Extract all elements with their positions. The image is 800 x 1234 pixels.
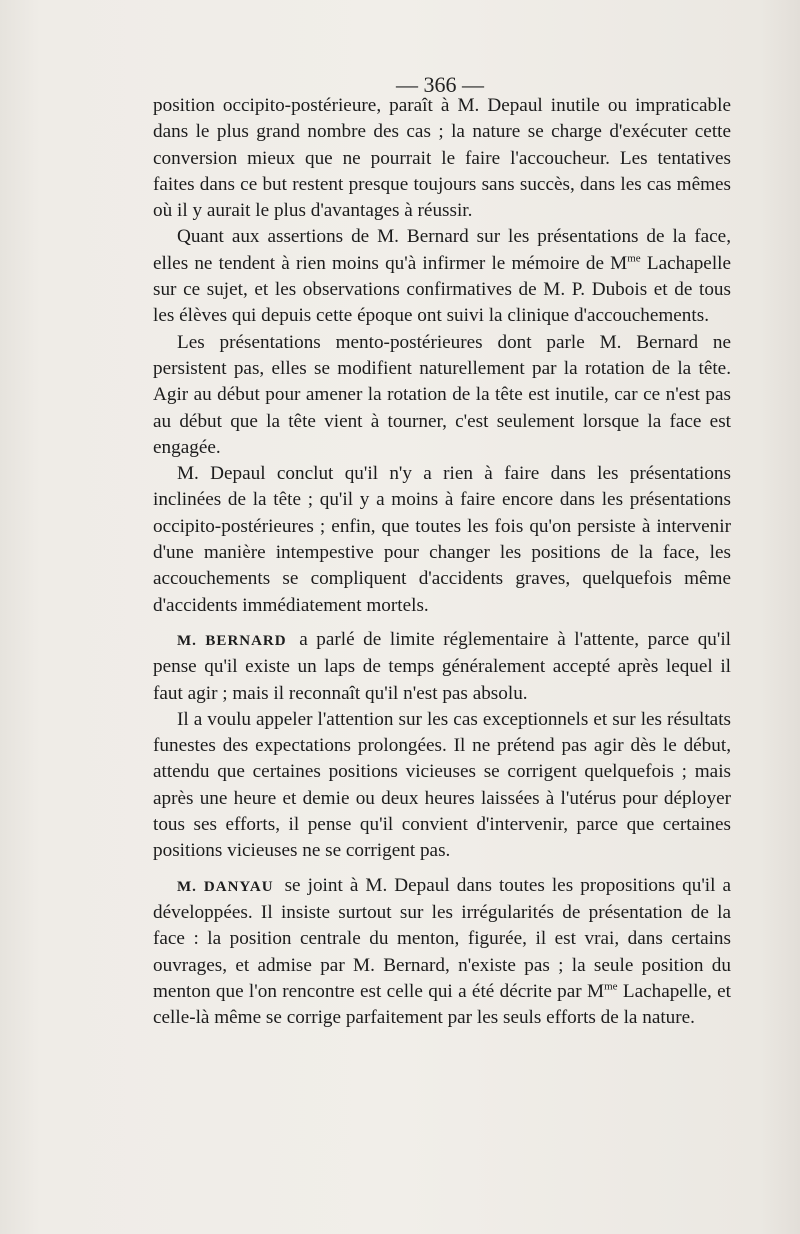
paragraph-7: [153, 873, 731, 1032]
paragraph-4: [153, 461, 731, 619]
paragraph-text: position occipito-postérieure, paraît à M. Depaul inutile ou impraticable dans le plus grand nombre des cas ; la nature se charge d'exécuter cette conversion mieux que ne pourrait le faire l'accoucheur. Les tentatives faites dans ce but restent presque toujours sans succès, dans les cas mêmes où il y aurait le plus d'avantages à réussir.: [153, 95, 731, 222]
paragraph-2: [153, 224, 731, 329]
paragraph-5: [153, 627, 731, 707]
paragraph-3: [153, 330, 731, 461]
paragraph-text: Les présentations mento-postérieures dont parle M. Bernard ne persistent pas, elles se modifient naturellement par la rotation de la tête. Agir au début pour amener la rotation de la tête est inutile, car ce n'est pas au début que la tête vient à tourner, c'est seulement lorsque la face est engagée.: [153, 331, 731, 458]
superscript: me: [627, 252, 641, 265]
speaker-name: M. DANYAU: [177, 878, 274, 895]
paragraph-text: a parlé de limite réglementaire à l'attente, parce qu'il pense qu'il existe un laps de temps généralement accepté après lequel il faut agir ; mais il reconnaît qu'il n'est pas absolu.: [153, 628, 732, 704]
body-text: [153, 93, 731, 1031]
paragraph-text: Il a voulu appeler l'attention sur les cas exceptionnels et sur les résultats funestes des expectations prolongées. Il ne prétend pas agir dès le début, attendu que certaines positions vicieuses se corrigent quelquefois ; mais après une heure et demie ou deux heures laissées à l'utérus pour déployer tous ses efforts, il pense qu'il convient d'intervenir, parce que certaines positions vicieuses ne se corrigent pas.: [153, 708, 731, 862]
paragraph-text-after: Lachapelle sur ce sujet, et les observations confirmatives de M. P. Dubois et de tous les élèves qui depuis cette époque ont suivi la clinique d'accouchements.: [153, 252, 732, 327]
speaker-name: M. BERNARD: [177, 632, 287, 649]
paragraph-text-before: se joint à M. Depaul dans toutes les propositions qu'il a développées. Il insiste surtout sur les irrégularités de présentation de la face : la position centrale du menton, figurée, il est vrai, dans certains ouvrages, et admise par M. Bernard, n'existe pas ; la seule position du menton que l'on rencontre est celle qui a été décrite par M: [153, 874, 731, 1002]
paragraph-text: M. Depaul conclut qu'il n'y a rien à faire dans les présentations inclinées de la tête ; qu'il y a moins à faire encore dans les présentations occipito-postérieures ; enfin, que toutes les fois qu'on persiste à intervenir d'une manière intempestive pour changer les positions de la face, les accouchements se compliquent d'accidents graves, quelquefois même d'accidents immédiatement mortels.: [153, 463, 731, 616]
page-number: — 366 —: [396, 72, 484, 97]
paragraph-6: [153, 707, 731, 865]
paragraph-text-before: Quant aux assertions de M. Bernard sur les présentations de la face, elles ne tendent à rien moins qu'à infirmer le mémoire de M: [153, 226, 731, 274]
superscript: me: [604, 980, 618, 993]
paragraph-1: [153, 93, 731, 224]
paragraph-text-after: Lachapelle, et celle-là même se corrige parfaitement par les seuls efforts de la nature.: [153, 980, 732, 1029]
